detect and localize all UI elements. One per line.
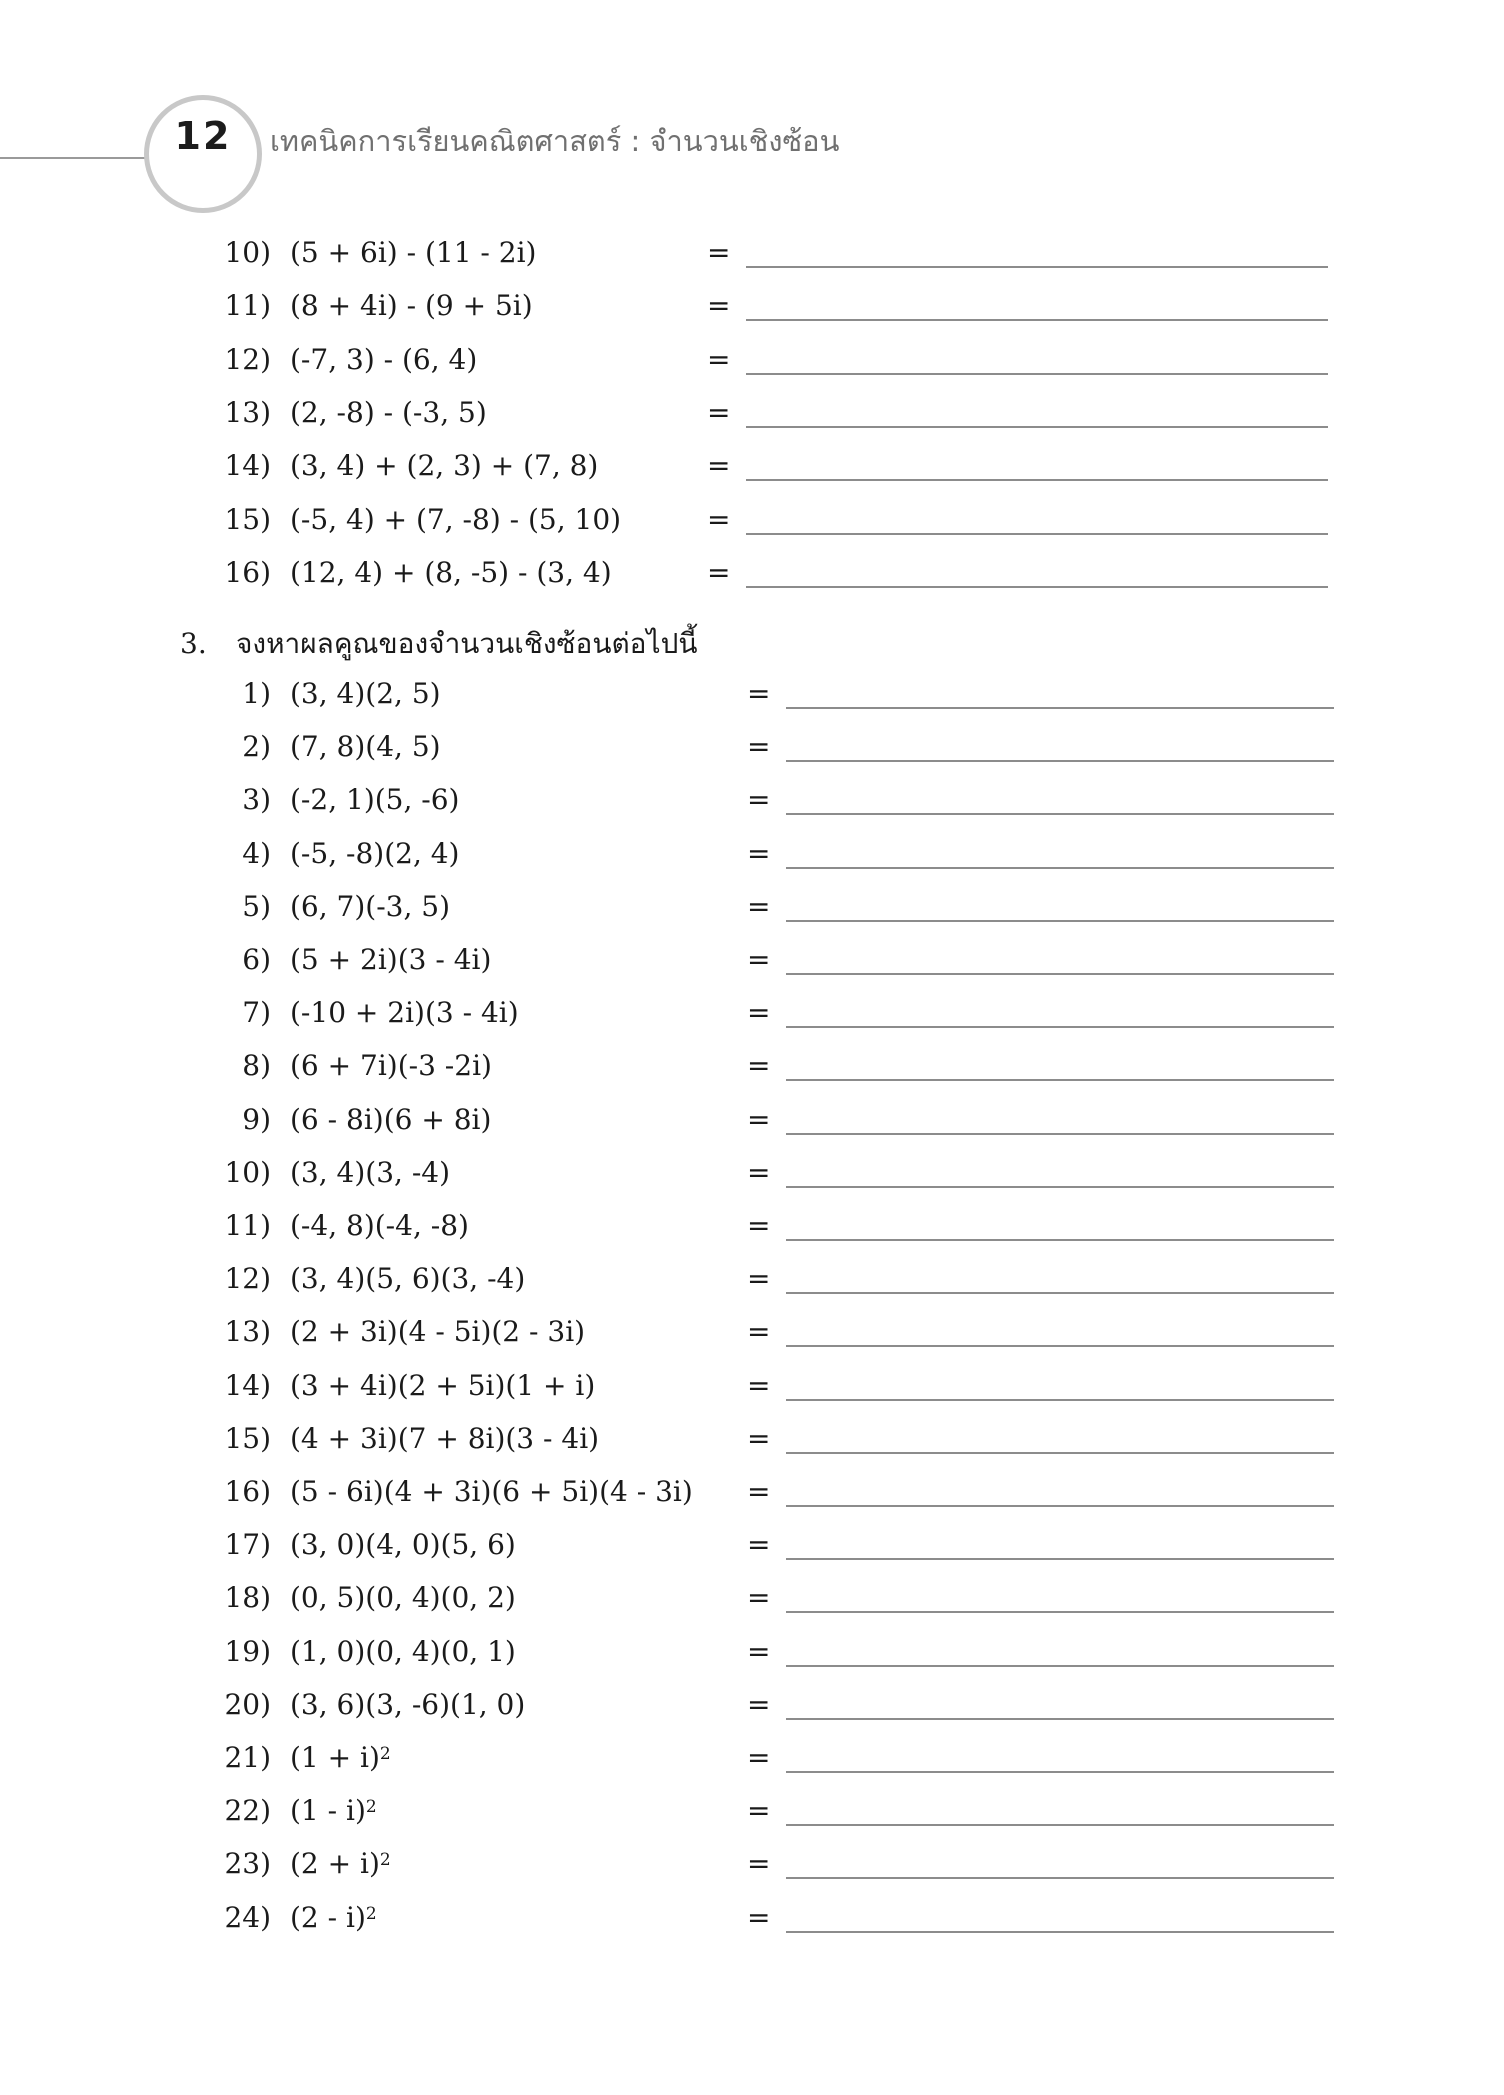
exercise-number: 4) — [242, 836, 271, 870]
exercise-row — [0, 1312, 1504, 1352]
expression-text: (3, 4) + (2, 3) + (7, 8) — [290, 449, 599, 483]
expression-text: (-7, 3) - (6, 4) — [290, 342, 478, 376]
expression-text: (3, 0)(4, 0)(5, 6) — [290, 1528, 516, 1562]
exercise-row — [0, 553, 1504, 593]
exercise-expression — [290, 780, 459, 820]
exercise-expression — [290, 1632, 516, 1672]
exercise-row — [0, 340, 1504, 380]
answer-line[interactable] — [786, 1718, 1334, 1720]
expression-text: (12, 4) + (8, -5) - (3, 4) — [290, 555, 612, 589]
exercise-expression — [290, 1100, 491, 1140]
exercise-row — [0, 993, 1504, 1033]
equals-sign: = — [747, 1315, 771, 1349]
exercise-number: 22) — [224, 1794, 271, 1828]
equals-sign: = — [747, 1262, 771, 1296]
expression-text: (3, 4)(5, 6)(3, -4) — [290, 1262, 526, 1296]
exercise-expression — [290, 1738, 391, 1778]
exercise-expression — [290, 1578, 516, 1618]
exercise-row — [0, 727, 1504, 767]
exercise-number: 14) — [224, 1368, 271, 1402]
exercise-expression — [290, 1419, 599, 1459]
exponent: 2 — [365, 1903, 377, 1924]
expression-text: (7, 8)(4, 5) — [290, 730, 441, 764]
page-number: 12 — [174, 114, 232, 158]
expression-text: (-5, -8)(2, 4) — [290, 836, 460, 870]
answer-line[interactable] — [786, 1399, 1334, 1401]
equals-sign: = — [707, 236, 731, 269]
exercise-number: 9) — [242, 1102, 271, 1136]
expression-text: (5 + 2i)(3 - 4i) — [290, 943, 492, 976]
section-3-heading — [180, 622, 698, 666]
exercise-number: 15) — [224, 1421, 271, 1455]
exercise-row — [0, 780, 1504, 820]
answer-line[interactable] — [786, 1452, 1334, 1454]
exercise-row — [0, 1046, 1504, 1086]
exercise-expression — [290, 500, 621, 540]
exercise-row — [0, 286, 1504, 326]
exercise-expression — [290, 1312, 585, 1352]
exercise-number: 3) — [242, 783, 271, 817]
exercise-expression — [290, 1844, 391, 1884]
answer-line[interactable] — [786, 813, 1334, 815]
exercise-number: 17) — [224, 1528, 271, 1562]
equals-sign: = — [747, 783, 771, 817]
equals-sign: = — [747, 1900, 771, 1934]
section-title: จงหาผลคูณของจำนวนเชิงซ้อนต่อไปนี้ — [236, 627, 698, 660]
equals-sign: = — [707, 502, 731, 536]
book-title: เทคนิคการเรียนคณิตศาสตร์ : จำนวนเชิงซ้อน — [270, 124, 840, 158]
expression-text: (0, 5)(0, 4)(0, 2) — [290, 1581, 516, 1615]
answer-line[interactable] — [786, 973, 1334, 975]
answer-line[interactable] — [786, 1931, 1334, 1933]
answer-line[interactable] — [786, 1505, 1334, 1507]
equals-sign: = — [747, 1847, 771, 1881]
equals-sign: = — [707, 289, 731, 323]
exercise-expression — [290, 887, 450, 927]
exercise-row — [0, 393, 1504, 433]
exercise-expression — [290, 340, 477, 380]
answer-line[interactable] — [786, 1345, 1334, 1347]
expression-text: (2 - i) — [290, 1900, 366, 1934]
expression-text: (-10 + 2i)(3 - 4i) — [290, 996, 519, 1030]
answer-line[interactable] — [786, 1824, 1334, 1826]
equals-sign: = — [747, 1102, 771, 1136]
expression-text: (3 + 4i)(2 + 5i)(1 + i) — [290, 1368, 596, 1402]
exercise-expression — [290, 834, 459, 874]
answer-line[interactable] — [786, 867, 1334, 869]
exercise-row — [0, 1259, 1504, 1299]
answer-line[interactable] — [786, 920, 1334, 922]
answer-line[interactable] — [786, 1665, 1334, 1667]
exercise-row — [0, 674, 1504, 714]
expression-text: (3, 6)(3, -6)(1, 0) — [290, 1687, 526, 1721]
exercise-expression — [290, 233, 536, 273]
equals-sign: = — [747, 996, 771, 1030]
exponent: 2 — [365, 1797, 377, 1818]
equals-sign: = — [747, 1368, 771, 1402]
equals-sign: = — [747, 677, 771, 710]
exercise-number: 18) — [224, 1581, 271, 1615]
expression-text: (2 + i) — [290, 1847, 380, 1881]
exercise-row — [0, 1100, 1504, 1140]
exercise-number: 15) — [224, 502, 271, 536]
expression-text: (6 + 7i)(-3 -2i) — [290, 1049, 492, 1083]
expression-text: (8 + 4i) - (9 + 5i) — [290, 289, 533, 323]
exercise-row — [0, 233, 1504, 273]
equals-sign: = — [747, 1049, 771, 1083]
exponent: 2 — [379, 1744, 391, 1764]
answer-line[interactable] — [746, 319, 1328, 321]
exercise-row — [0, 834, 1504, 874]
exercise-number: 10) — [224, 236, 271, 269]
expression-text: (5 - 6i)(4 + 3i)(6 + 5i)(4 - 3i) — [290, 1475, 693, 1508]
exponent: 2 — [379, 1850, 391, 1871]
exercise-expression — [290, 393, 487, 433]
exercise-expression — [290, 1791, 377, 1831]
exercise-number: 13) — [224, 395, 271, 429]
exercise-row — [0, 1738, 1504, 1778]
expression-text: (2 + 3i)(4 - 5i)(2 - 3i) — [290, 1315, 586, 1349]
exercise-expression — [290, 940, 491, 980]
equals-sign: = — [747, 1687, 771, 1721]
answer-line[interactable] — [746, 586, 1328, 588]
exercise-number: 20) — [224, 1687, 271, 1721]
exercise-row — [0, 1791, 1504, 1831]
exercise-row — [0, 1472, 1504, 1512]
answer-line[interactable] — [746, 426, 1328, 428]
expression-text: (-2, 1)(5, -6) — [290, 783, 460, 817]
exercise-row — [0, 1366, 1504, 1406]
expression-text: (4 + 3i)(7 + 8i)(3 - 4i) — [290, 1421, 600, 1455]
exercise-row — [0, 500, 1504, 540]
expression-text: (2, -8) - (-3, 5) — [290, 395, 487, 429]
answer-line[interactable] — [786, 760, 1334, 762]
answer-line[interactable] — [786, 1239, 1334, 1241]
exercise-number: 16) — [224, 1475, 271, 1508]
equals-sign: = — [747, 1528, 771, 1562]
answer-line[interactable] — [746, 533, 1328, 535]
exercise-row — [0, 940, 1504, 980]
exercise-expression — [290, 1046, 492, 1086]
exercise-expression — [290, 993, 519, 1033]
equals-sign: = — [747, 889, 771, 923]
exercise-row — [0, 1206, 1504, 1246]
equals-sign: = — [707, 342, 731, 376]
equals-sign: = — [747, 1421, 771, 1455]
equals-sign: = — [747, 1475, 771, 1508]
answer-line[interactable] — [746, 266, 1328, 268]
answer-line[interactable] — [786, 1186, 1334, 1188]
equals-sign: = — [747, 1741, 771, 1774]
exercise-expression — [290, 1206, 469, 1246]
answer-line[interactable] — [786, 1877, 1334, 1879]
exercise-row — [0, 1578, 1504, 1618]
exercise-row — [0, 887, 1504, 927]
expression-text: (-5, 4) + (7, -8) - (5, 10) — [290, 502, 622, 536]
answer-line[interactable] — [786, 1079, 1334, 1081]
exercise-expression — [290, 1898, 377, 1938]
answer-line[interactable] — [746, 479, 1328, 481]
exercise-number: 7) — [242, 996, 271, 1030]
equals-sign: = — [707, 449, 731, 483]
expression-text: (5 + 6i) - (11 - 2i) — [290, 236, 537, 269]
answer-line[interactable] — [746, 373, 1328, 375]
exercise-expression — [290, 1366, 595, 1406]
exercise-number: 11) — [224, 1209, 271, 1242]
answer-line[interactable] — [786, 1771, 1334, 1773]
exercise-number: 21) — [224, 1741, 271, 1774]
expression-text: (6, 7)(-3, 5) — [290, 889, 451, 923]
exercise-number: 10) — [224, 1155, 271, 1189]
equals-sign: = — [747, 1155, 771, 1189]
exercise-number: 6) — [242, 943, 271, 976]
exercise-row — [0, 1898, 1504, 1938]
equals-sign: = — [747, 1209, 771, 1242]
exercise-row — [0, 1632, 1504, 1672]
answer-line[interactable] — [786, 1133, 1334, 1135]
expression-text: (-4, 8)(-4, -8) — [290, 1209, 469, 1242]
equals-sign: = — [747, 836, 771, 870]
answer-line[interactable] — [786, 1292, 1334, 1294]
exercise-row — [0, 1525, 1504, 1565]
exercise-number: 1) — [242, 677, 271, 710]
answer-line[interactable] — [786, 1558, 1334, 1560]
expression-text: (1, 0)(0, 4)(0, 1) — [290, 1634, 516, 1668]
expression-text: (3, 4)(2, 5) — [290, 677, 441, 710]
exercise-number: 23) — [224, 1847, 271, 1881]
answer-line[interactable] — [786, 1611, 1334, 1613]
answer-line[interactable] — [786, 707, 1334, 709]
expression-text: (6 - 8i)(6 + 8i) — [290, 1102, 492, 1136]
equals-sign: = — [747, 730, 771, 764]
exercise-row — [0, 1419, 1504, 1459]
exercise-number: 16) — [224, 555, 271, 589]
equals-sign: = — [707, 555, 731, 589]
exercise-number: 14) — [224, 449, 271, 483]
exercise-number: 2) — [242, 730, 271, 764]
exercise-expression — [290, 674, 441, 714]
exercise-number: 24) — [224, 1900, 271, 1934]
exercise-number: 11) — [224, 289, 271, 323]
answer-line[interactable] — [786, 1026, 1334, 1028]
section-number: 3. — [180, 627, 207, 660]
exercise-expression — [290, 1525, 516, 1565]
exercise-expression — [290, 553, 612, 593]
exercise-row — [0, 446, 1504, 486]
expression-text: (3, 4)(3, -4) — [290, 1155, 451, 1189]
equals-sign: = — [747, 1581, 771, 1615]
exercise-expression — [290, 1685, 525, 1725]
exercise-expression — [290, 446, 598, 486]
exercise-number: 12) — [224, 1262, 271, 1296]
exercise-number: 13) — [224, 1315, 271, 1349]
equals-sign: = — [747, 1634, 771, 1668]
equals-sign: = — [707, 395, 731, 429]
exercise-row — [0, 1685, 1504, 1725]
exercise-row — [0, 1153, 1504, 1193]
exercise-number: 19) — [224, 1634, 271, 1668]
expression-text: (1 - i) — [290, 1794, 366, 1828]
equals-sign: = — [747, 1794, 771, 1828]
exercise-expression — [290, 286, 533, 326]
exercise-expression — [290, 727, 441, 767]
exercise-expression — [290, 1472, 693, 1512]
exercise-number: 12) — [224, 342, 271, 376]
exercise-number: 5) — [242, 889, 271, 923]
exercise-row — [0, 1844, 1504, 1884]
exercise-expression — [290, 1153, 450, 1193]
exercise-number: 8) — [242, 1049, 271, 1083]
equals-sign: = — [747, 943, 771, 976]
expression-text: (1 + i) — [290, 1741, 380, 1774]
exercise-expression — [290, 1259, 525, 1299]
